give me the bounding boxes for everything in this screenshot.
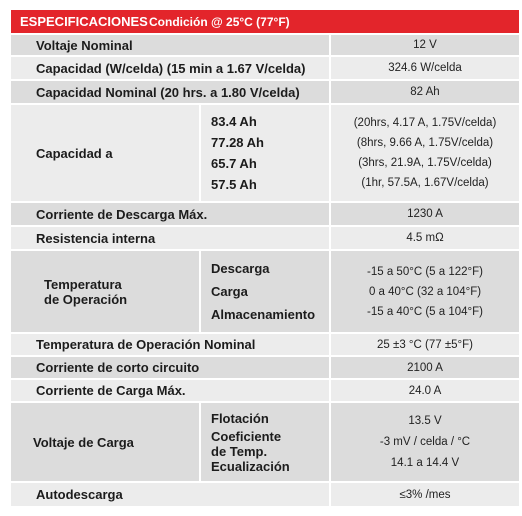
temperatura-name-0: Descarga <box>211 261 270 276</box>
temperatura-label-line1: Temperatura <box>44 276 122 292</box>
capacidad-a-detail-1: (8hrs, 9.66 A, 1.75V/celda) <box>356 137 494 149</box>
row-temp-nominal-value: 25 ±3 °C (77 ±5°F) <box>331 334 519 355</box>
voltaje-carga-flotacion-name: Flotación <box>211 410 269 426</box>
header-title: ESPECIFICACIONES <box>20 14 148 29</box>
row-capacidad-wcelda-value: 324.6 W/celda <box>331 57 519 79</box>
temperatura-name-2: Almacenamiento <box>211 307 316 322</box>
voltaje-carga-ecualizacion-name: Ecualización <box>211 458 290 474</box>
row-voltaje-carga-label: Voltaje de Carga <box>11 403 199 481</box>
temperatura-values <box>331 251 519 332</box>
row-capacidad-wcelda-label: Capacidad (W/celda) (15 min a 1.67 V/celda) <box>11 57 329 79</box>
row-corriente-carga-value: 24.0 A <box>331 380 519 401</box>
temperatura-value-1: 0 a 40°C (32 a 104°F) <box>368 285 482 298</box>
row-capacidad-nominal-value: 82 Ah <box>331 81 519 103</box>
row-voltaje-nominal-value: 12 V <box>331 35 519 55</box>
row-autodescarga-value: ≤3% /mes <box>331 483 519 506</box>
capacidad-a-ah-2: 65.7 Ah <box>211 156 257 171</box>
row-autodescarga-label: Autodescarga <box>11 483 329 506</box>
temperatura-names <box>201 251 329 332</box>
row-corriente-descarga-label: Corriente de Descarga Máx. <box>11 203 329 225</box>
voltaje-carga-coeficiente-value: -3 mV / celda / °C <box>379 436 471 448</box>
capacidad-a-ah-list <box>201 105 329 201</box>
voltaje-carga-ecualizacion-value: 14.1 a 14.4 V <box>390 457 460 469</box>
voltaje-carga-coeficiente-name-2: de Temp. <box>211 443 268 459</box>
voltaje-carga-names <box>201 403 329 481</box>
row-resistencia-label: Resistencia interna <box>11 227 329 249</box>
temperatura-name-1: Carga <box>211 284 248 299</box>
voltaje-carga-flotacion-value: 13.5 V <box>408 415 442 427</box>
row-resistencia-value: 4.5 mΩ <box>331 227 519 249</box>
row-capacidad-a-label: Capacidad a <box>11 105 199 201</box>
capacidad-a-detail-3: (1hr, 57.5A, 1.67V/celda) <box>361 177 489 189</box>
temperatura-value-0: -15 a 50°C (5 a 122°F) <box>367 265 483 278</box>
row-corto-circuito-value: 2100 A <box>331 357 519 378</box>
capacidad-a-detail-2: (3hrs, 21.9A, 1.75V/celda) <box>358 157 492 169</box>
header-condition: Condición @ 25°C (77°F) <box>149 15 290 29</box>
temperatura-value-2: -15 a 40°C (5 a 104°F) <box>367 305 483 318</box>
row-capacidad-nominal-label: Capacidad Nominal (20 hrs. a 1.80 V/celda) <box>11 81 329 103</box>
row-corto-circuito-label: Corriente de corto circuito <box>11 357 329 378</box>
voltaje-carga-values <box>331 403 519 481</box>
capacidad-a-detail-list <box>331 105 519 201</box>
row-voltaje-nominal-label: Voltaje Nominal <box>11 35 329 55</box>
temperatura-label-line2: de Operación <box>44 291 128 307</box>
table-header <box>11 10 519 33</box>
capacidad-a-ah-3: 57.5 Ah <box>211 177 257 192</box>
capacidad-a-detail-0: (20hrs, 4.17 A, 1.75V/celda) <box>353 117 497 129</box>
row-temperatura-label <box>11 251 199 332</box>
row-corriente-descarga-value: 1230 A <box>331 203 519 225</box>
capacidad-a-ah-0: 83.4 Ah <box>211 114 257 129</box>
row-corriente-carga-label: Corriente de Carga Máx. <box>11 380 329 401</box>
capacidad-a-ah-1: 77.28 Ah <box>211 135 264 150</box>
row-temp-nominal-label: Temperatura de Operación Nominal <box>11 334 329 355</box>
voltaje-carga-coeficiente-name-1: Coeficiente <box>211 428 282 444</box>
